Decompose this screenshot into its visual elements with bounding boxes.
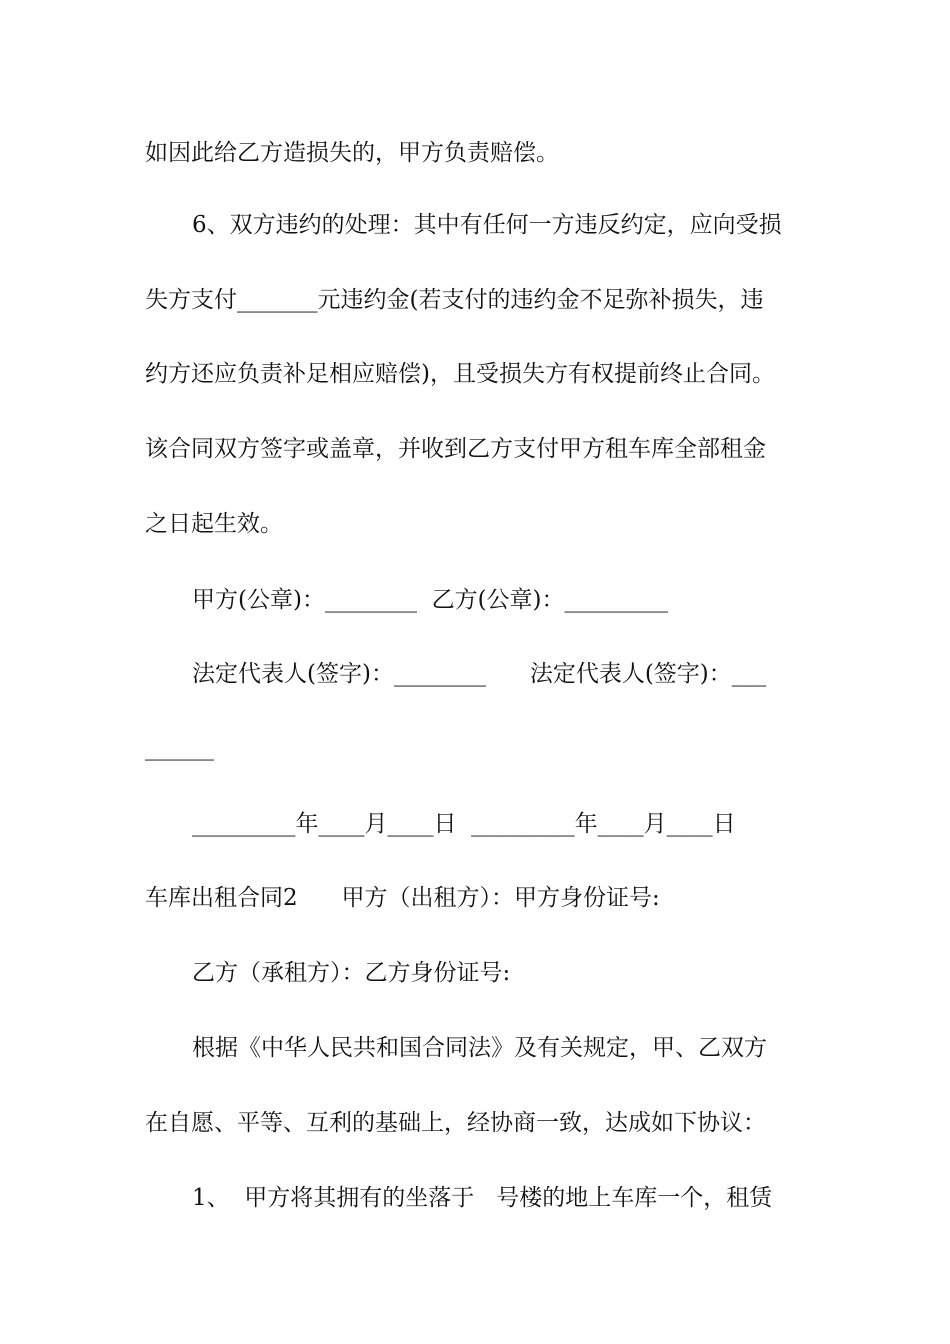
text-line: 约方还应负责补足相应赔偿)，且受损失方有权提前终止合同。 [145,361,775,387]
text-line: 如因此给乙方造损失的，甲方负责赔偿。 [145,140,559,166]
contract-heading: 车库出租合同2 甲方（出租方）：甲方身份证号: [145,885,660,911]
text-line: 根据《中华人民共和国合同法》及有关规定，甲、乙双方 [192,1035,767,1061]
text-line: 在自愿、平等、互利的基础上，经协商一致，达成如下协议： [145,1110,766,1136]
text-line: 1、 甲方将其拥有的坐落于 号楼的地上车库一个，租赁 [192,1185,773,1211]
text-line: 失方支付_______元违约金(若支付的违约金不足弥补损失，违 [145,287,764,313]
text-line: 乙方（承租方）：乙方身份证号: [192,960,511,986]
date-line: _________年____月____日 _________年____月____日 [192,811,736,837]
text-line: 6、双方违约的处理：其中有任何一方违反约定，应向受损 [192,212,782,238]
signature-line-representative: 法定代表人(签字)：________ 法定代表人(签字)：___ [192,661,767,687]
text-line: ______ [145,735,214,761]
signature-line-seal: 甲方(公章)：________ 乙方(公章)：_________ [192,587,669,613]
text-line: 该合同双方签字或盖章，并收到乙方支付甲方租车库全部租金 [145,436,766,462]
text-line: 之日起生效。 [145,511,283,537]
